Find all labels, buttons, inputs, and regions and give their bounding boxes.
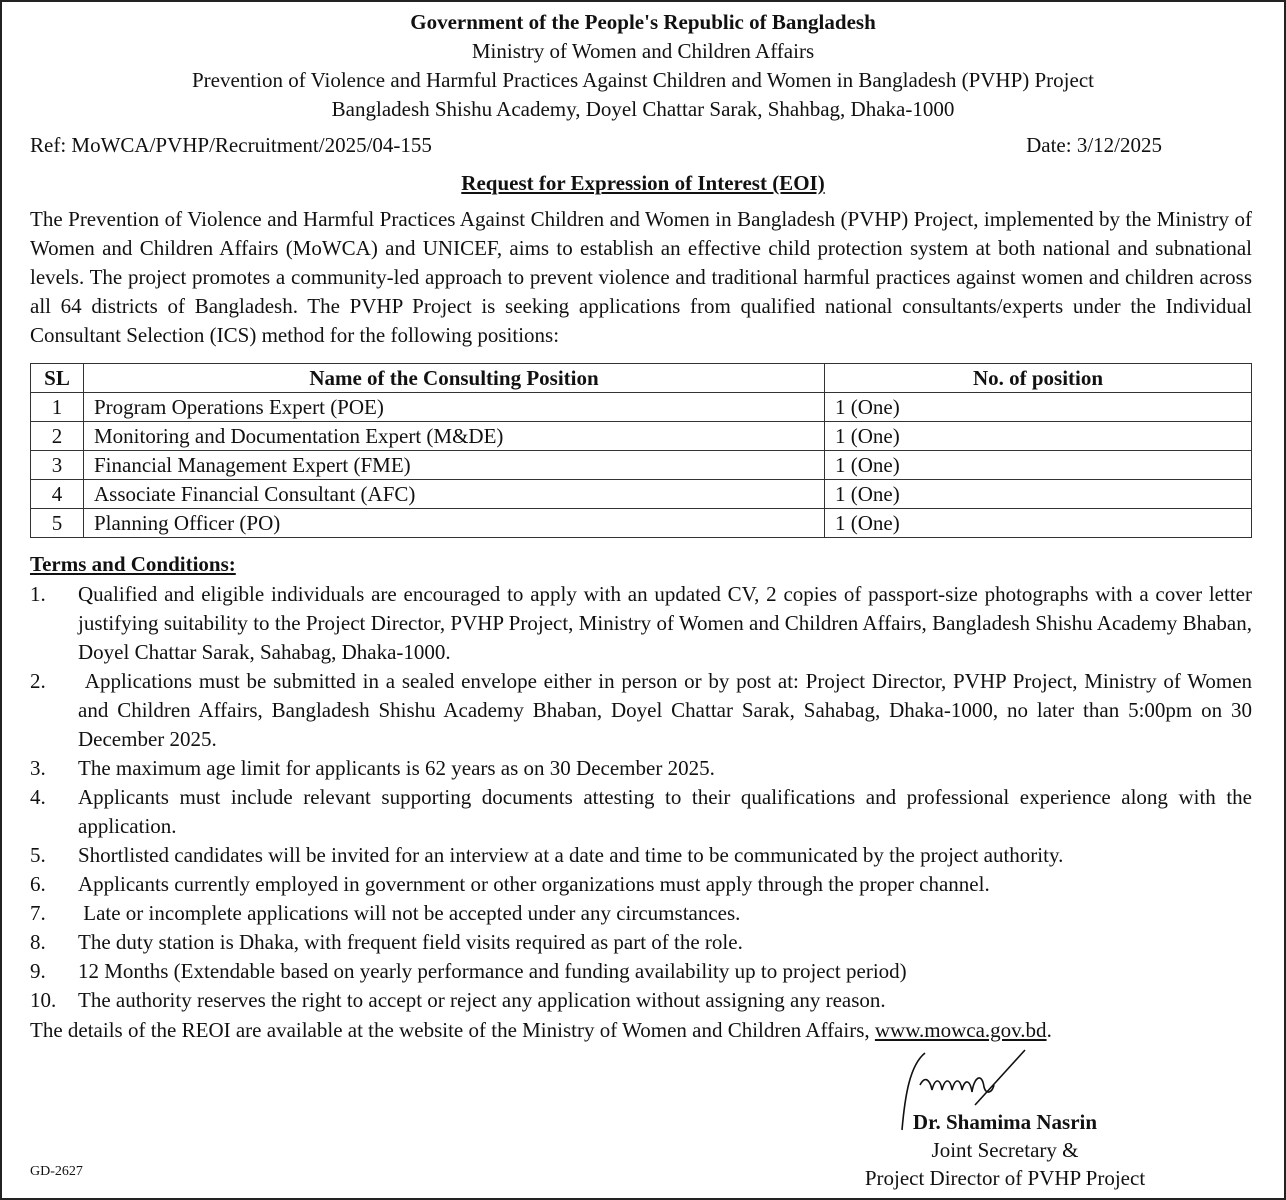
footer-text: The details of the REOI are available at the website of the Ministry of Women and Children Affairs, [30,1018,875,1042]
row-sl: 4 [31,480,84,509]
term-item [30,899,1252,928]
term-text: The authority reserves the right to accept or reject any application without assigning any reason. [78,988,886,1012]
intro-paragraph: The Prevention of Violence and Harmful Practices Against Children and Women in Bangladesh (PVHP) Project, implemented by the Ministry of Women and Children Affairs (MoWCA) and UNICEF, aims to establish an effective child protection system at both national and subnational levels. The project promotes a community-led approach to prevent violence and traditional harmful practices against women and children across all 64 districts of Bangladesh. The PVHP Project is seeking applications from qualified national consultants/experts under the Individual Consultant Selection (ICS) method for the following positions: [30,207,1252,347]
term-number: 3. [30,756,46,780]
column-header-sl: SL [31,364,84,393]
row-sl: 2 [31,422,84,451]
term-item [30,667,1258,754]
table-row [31,451,1252,480]
term-text: Applicants currently employed in government or other organizations must apply through the proper channel. [78,872,990,896]
row-sl: 5 [31,509,84,538]
term-item [30,957,1252,986]
position-count: 1 (One) [825,451,1252,480]
table-row [31,393,1252,422]
position-count: 1 (One) [825,393,1252,422]
terms-list [30,580,1258,1015]
term-text: The maximum age limit for applicants is 62 years as on 30 December 2025. [78,756,715,780]
term-item [30,928,1252,957]
term-item [30,870,1252,899]
position-name: Financial Management Expert (FME) [84,451,825,480]
term-number: 9. [30,959,46,983]
table-row [31,509,1252,538]
table-row [31,422,1252,451]
position-name: Associate Financial Consultant (AFC) [84,480,825,509]
term-number: 2. [30,669,46,693]
government-name: Government of the People's Republic of Bangladesh [410,10,876,34]
signatory-block [840,1108,1170,1192]
date: Date: 3/12/2025 [1026,133,1162,157]
term-number: 1. [30,582,46,606]
term-number: 4. [30,785,46,809]
term-text: Shortlisted candidates will be invited for an interview at a date and time to be communicated by the project authority. [78,843,1064,867]
row-sl: 3 [31,451,84,480]
column-header-position: Name of the Consulting Position [84,364,825,393]
term-item [30,986,1252,1015]
document-title: Request for Expression of Interest (EOI) [461,171,825,195]
position-count: 1 (One) [825,422,1252,451]
term-item [30,754,1252,783]
term-number: 8. [30,930,46,954]
position-name: Planning Officer (PO) [84,509,825,538]
term-item [30,580,1258,667]
term-number: 5. [30,843,46,867]
position-count: 1 (One) [825,509,1252,538]
term-text: 12 Months (Extendable based on yearly performance and funding availability up to project period) [78,959,907,983]
term-text: Applicants must include relevant supporting documents attesting to their qualifications and professional experience along with the application. [78,785,1258,838]
term-text: The duty station is Dhaka, with frequent field visits required as part of the role. [78,930,743,954]
table-header-row [31,364,1252,393]
ministry-name: Ministry of Women and Children Affairs [471,39,815,63]
terms-heading: Terms and Conditions: [30,552,236,576]
address: Bangladesh Shishu Academy, Doyel Chattar Sarak, Shahbag, Dhaka-1000 [331,97,955,121]
footer-period: . [1046,1018,1052,1042]
project-name: Prevention of Violence and Harmful Practices Against Children and Women in Bangladesh (PVHP) Project [191,68,1094,92]
term-item [30,841,1252,870]
column-header-count: No. of position [825,364,1252,393]
positions-table [30,363,1252,538]
gd-number: GD-2627 [30,1164,83,1179]
term-text: Applications must be submitted in a sealed envelope either in person or by post at: Project Director, PVHP Project, Ministry of Women and Children Affairs, Bangladesh Shishu Academy Bhaban, Doyel Chattar Sarak, Sahabag, Dhaka-1000, no later than 5:00pm on 30 December 2025. [78,669,1258,751]
term-number: 7. [30,901,46,925]
position-name: Program Operations Expert (POE) [84,393,825,422]
signatory-role: Project Director of PVHP Project [864,1166,1146,1190]
website-link[interactable]: www.mowca.gov.bd [874,1018,1047,1042]
signatory-name: Dr. Shamima Nasrin [912,1110,1098,1134]
term-text: Late or incomplete applications will not be accepted under any circumstances. [78,901,741,925]
signatory-title: Joint Secretary & [931,1138,1079,1162]
row-sl: 1 [31,393,84,422]
term-number: 10. [30,988,57,1012]
position-name: Monitoring and Documentation Expert (M&DE) [84,422,825,451]
term-item [30,783,1258,841]
footer-note [30,1016,1052,1045]
reference-number: Ref: MoWCA/PVHP/Recruitment/2025/04-155 [30,133,432,157]
table-row [31,480,1252,509]
position-count: 1 (One) [825,480,1252,509]
term-text: Qualified and eligible individuals are encouraged to apply with an updated CV, 2 copies of passport-size photographs with a cover letter justifying suitability to the Project Director, PVHP Project, Ministry of Women and Children Affairs, Bangladesh Shishu Academy Bhaban, Doyel Chattar Sarak, Sahabag, Dhaka-1000. [78,582,1258,664]
term-number: 6. [30,872,46,896]
letterhead [0,8,1286,124]
